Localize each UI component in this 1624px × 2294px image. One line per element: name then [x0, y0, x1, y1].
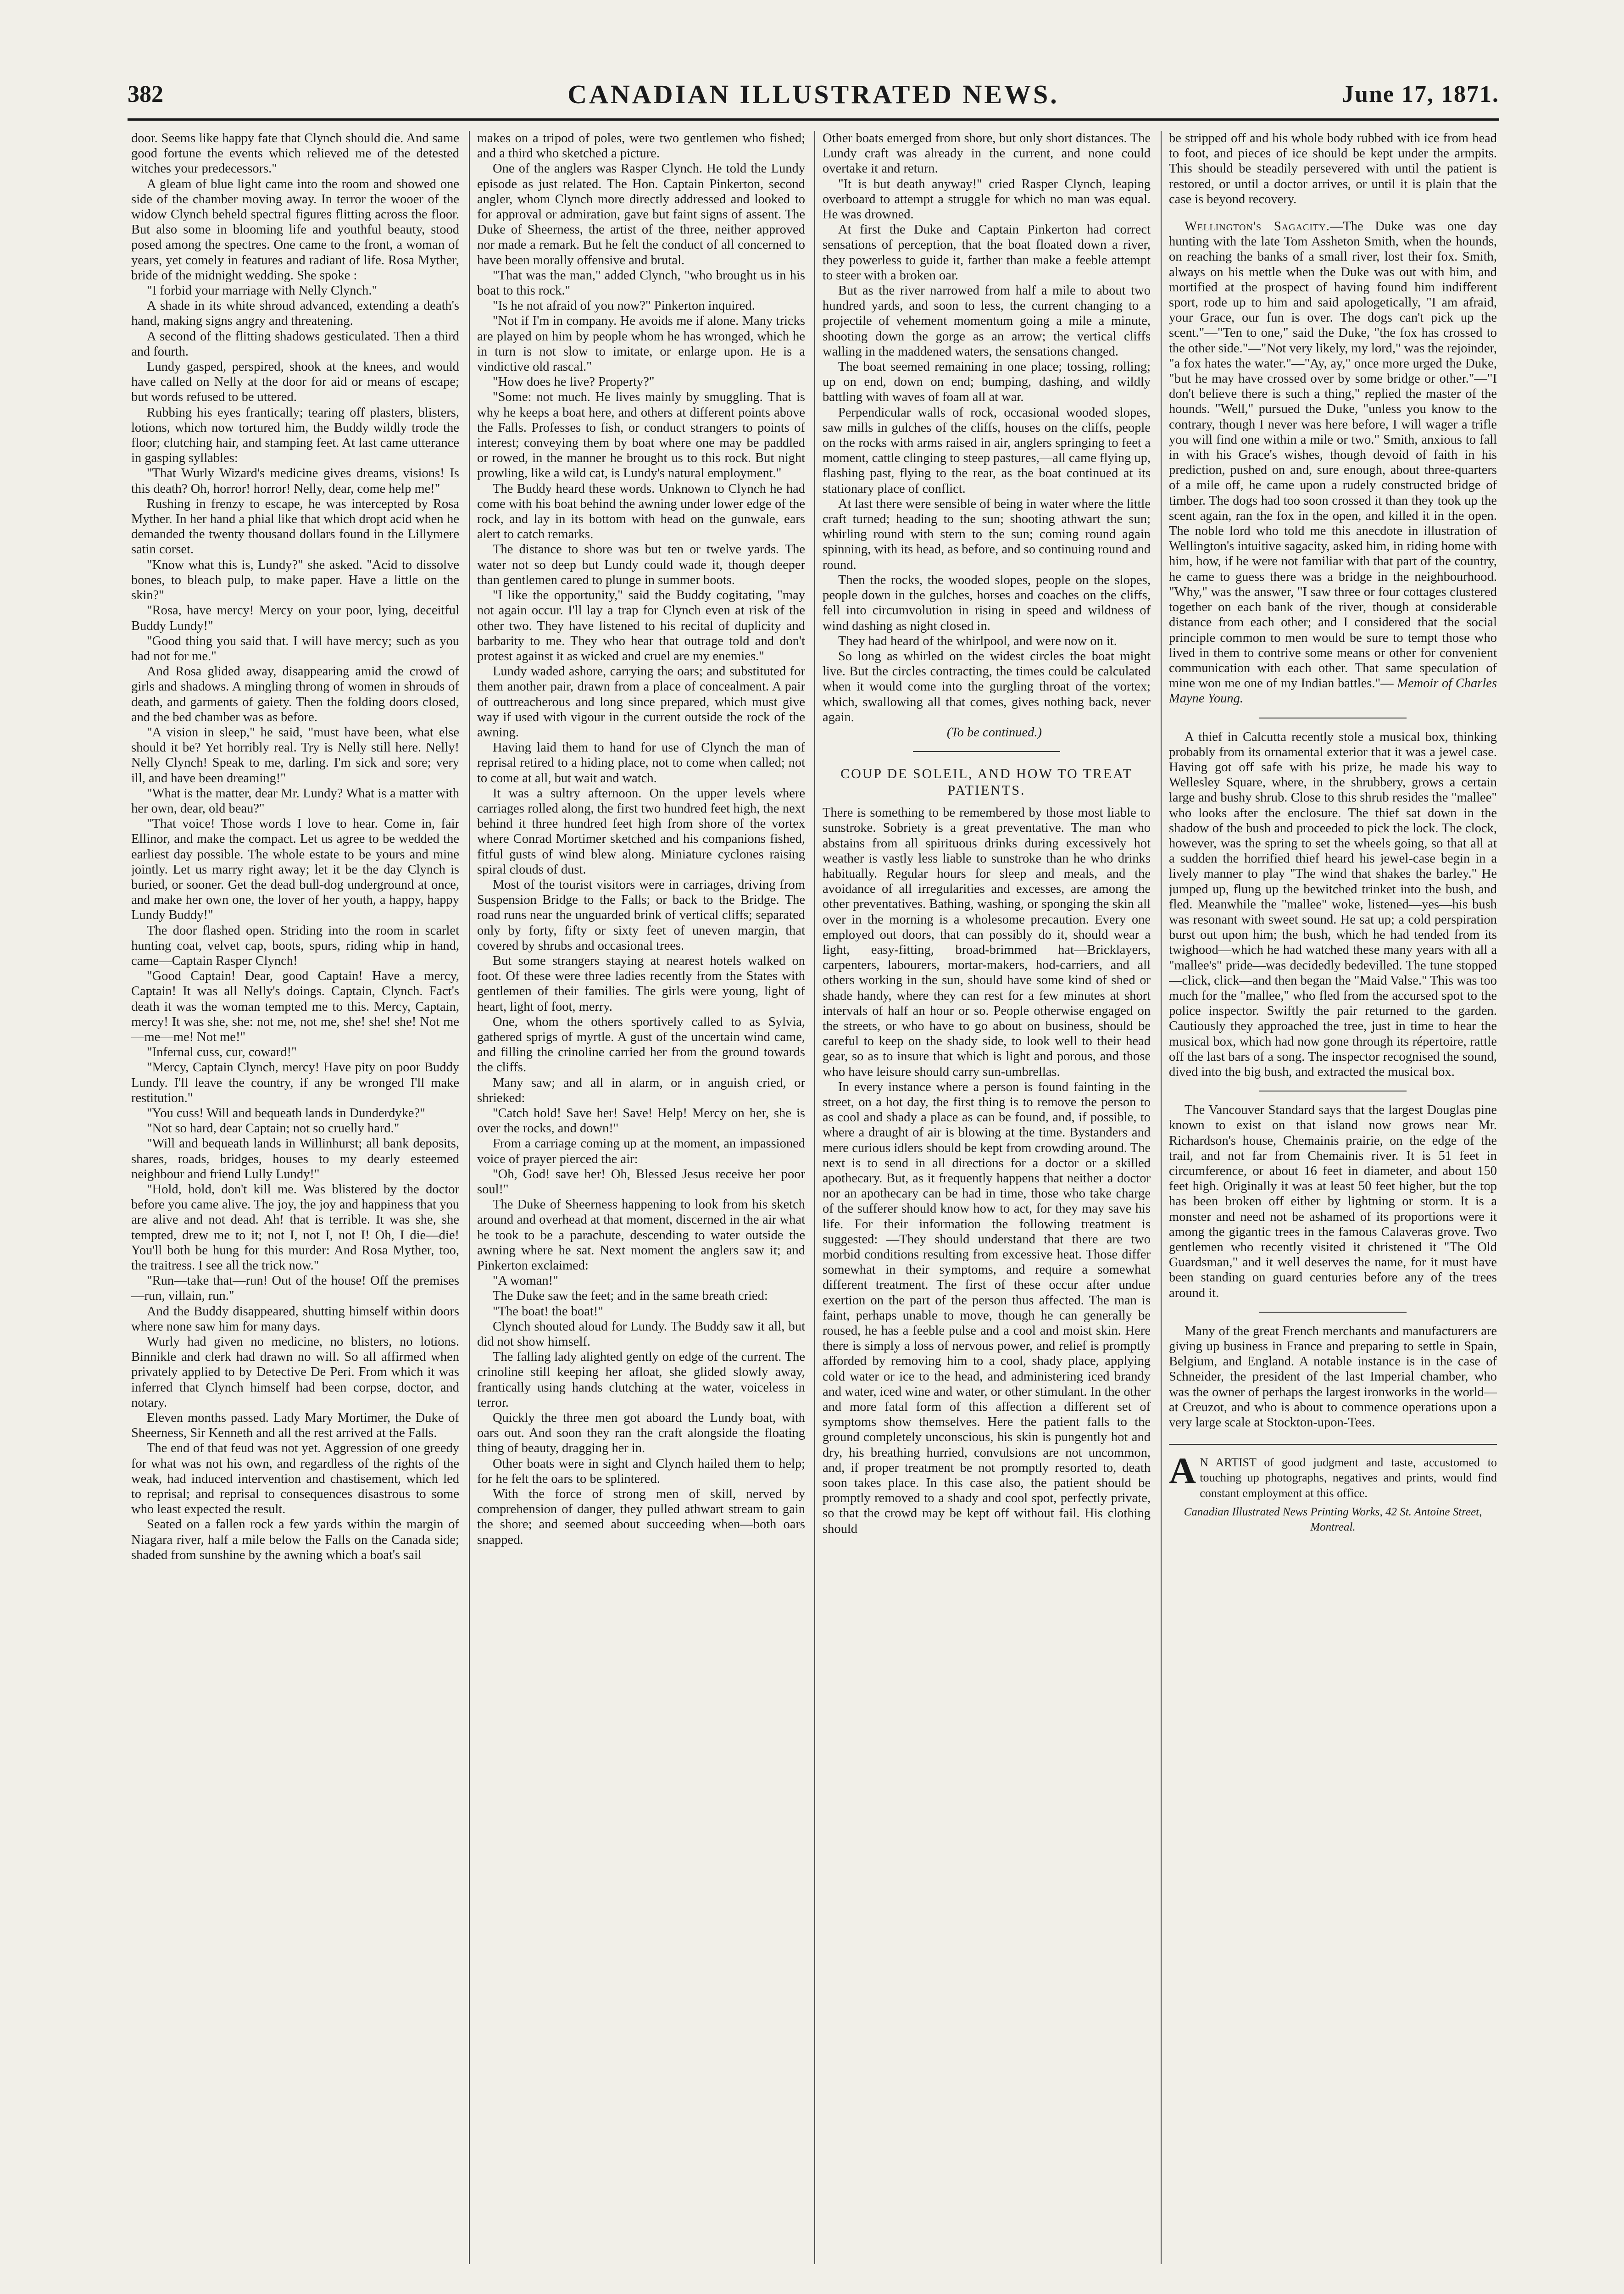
story-text — [823, 131, 1151, 725]
column-rule — [469, 131, 470, 2264]
column-4 — [1169, 131, 1497, 2269]
paragraph: "What is the matter, dear Mr. Lundy? What is a matter with her own, dear, old beau?" — [131, 786, 459, 816]
paragraph: Having laid them to hand for use of Clynch the man of reprisal retired to a hiding place, not to come when called; not to come at all, but wait and watch. — [477, 741, 805, 785]
paragraph: "Infernal cuss, cur, coward!" — [147, 1045, 297, 1060]
item-text: —The Duke was one day hunting with the late Tom Assheton Smith, when the hounds, on reaching the banks of a small river, lost their fox. Smith, always on his mettle when the Duke was out with him, and mortified at the prospect of having found him indifferent sport, rode up to him and said apologetically, "I am afraid, your Grace, our fun is over. The dogs can't pick up the scent."—"Ten to one," said the Duke, "the fox has crossed to the other side."—"Not very likely, my lord," was the rejoinder, "a fox hates the water."—"Ay, ay," once more urged the Duke, "but he may have crossed over by some bridge or other."—"I don't believe there is such a thing," replied the master of the hounds. "Well," pursued the Duke, "unless you know to the contrary, though I never was here before, I will wager a trifle you will find one within a mile or two." Smith, anxious to fall in with his Grace's wishes, though devoid of faith in his prediction, pushed on and, sure enough, about three-quarters of a mile off, he came upon a rudely constructed bridge of timber. The dogs had too soon crossed it than they took up the scent again, ran the fox in the open, and killed it in the open. The noble lord who told me this anecdote in illustration of Wellington's intuitive sagacity, asked him, in riding home with him, how, if he were not familiar with that part of the country, he came to guess there was a bridge in the neighbourhood. "Why," was the answer, "I saw three or four cottages clustered together on each bank of the river, though at considerable distance from each other; and I considered that the social principle common to men would be sure to tempt those who lived in them to contrive some means or other for convenient communication with each other. That same speculation of mine won me one of my Indian battles."— — [1169, 219, 1497, 691]
paragraph: The door flashed open. Striding into the room in scarlet hunting coat, velvet cap, boots, spurs, riding whip in hand, came—Captain Rasper Clynch! — [131, 923, 459, 968]
paragraph: Lundy gasped, perspired, shook at the knees, and would have called on Nelly at the door for aid or means of escape; but words refused to be uttered. — [131, 360, 459, 405]
paragraph: "That was the man," added Clynch, "who brought us in his boat to this rock." — [477, 268, 805, 298]
paragraph: A second of the flitting shadows gesticulated. Then a third and fourth. — [131, 329, 459, 359]
paragraph: Seated on a fallen rock a few yards within the margin of Niagara river, half a mile below the Falls on the Canada side; shaded from sunshine by the awning which a boat's sail — [131, 1517, 459, 1562]
paragraph: Then the rocks, the wooded slopes, people on the slopes, people down in the gulches, horses and coaches on the cliffs, fell into circumvolution in rising in speed and wildness of wind dashing as night closed in. — [823, 573, 1151, 633]
story-text — [131, 131, 459, 1563]
vancouver-item: The Vancouver Standard says that the largest Douglas pine known to exist on that island now grows near Mr. Richardson's house, Chemainis prairie, on the edge of the trail, and not far from Chemainis river. It is 51 feet in circumference, or about 16 feet in diameter, and about 150 feet high. Originally it was at least 50 feet higher, but the top has been broken off either by lightning or storm. It is a monster and need not be ashamed of its proportions were it among the gigantic trees in the famous Calaveras grove. Two gentlemen who recently visited it christened it "The Old Guardsman," and it well deserves the name, for it must have been standing on guard centuries before any of the trees around it. — [1169, 1103, 1497, 1300]
paragraph: The Duke saw the feet; and in the same breath cried: — [493, 1289, 768, 1303]
advertisement — [1169, 1444, 1497, 1535]
paragraph: "Not if I'm in company. He avoids me if alone. Many tricks are played on him by people whom he has wronged, which he in turn is not slow to imitate, or enlarge upon. He is a vindictive old rascal." — [477, 314, 805, 374]
paragraph: "Mercy, Captain Clynch, mercy! Have pity on poor Buddy Lundy. I'll leave the country, if any be wronged I'll make restitution." — [131, 1060, 459, 1105]
paragraph: The Buddy heard these words. Unknown to Clynch he had come with his boat behind the awning under lower edge of the rock, and lay in its bottom with head on the gunwale, ears alert to catch remarks. — [477, 481, 805, 542]
paragraph: "How does he live? Property?" — [493, 375, 655, 390]
paragraph: Lundy waded ashore, carrying the oars; and substituted for them another pair, drawn from a place of concealment. A pair of outtreacherous and long since prepared, which must give way if used with vigour in the current outside the rock of the awning. — [477, 664, 805, 740]
paragraph: Perpendicular walls of rock, occasional wooded slopes, saw mills in gulches of the cliffs, houses on the cliffs, people on the rocks with arms raised in air, anglers springing to feet a moment, cattle clinging to steep pastures,—all came flying up, flashing past, flying to the rear, as the boat continued at its stationary place of conflict. — [823, 405, 1151, 496]
divider — [913, 751, 1061, 752]
paragraph: Many saw; and all in alarm, or in anguish cried, or shrieked: — [477, 1075, 805, 1105]
paragraph: With the force of strong men of skill, nerved by comprehension of danger, they pulled athwart stream to gain the shore; and seemed about succeeding when—both oars snapped. — [477, 1487, 805, 1547]
paragraph: makes on a tripod of poles, were two gentlemen who fished; and a third who sketched a picture. — [477, 131, 805, 161]
paragraph: But as the river narrowed from half a mile to about two hundred yards, and soon to less, the current changing to a projectile of vehement momentum going a mile a minute, shooting down the gorge as an arrow; the vertical cliffs walling in the maddened waters, the sensations changed. — [823, 284, 1151, 359]
paragraph: A shade in its white shroud advanced, extending a death's hand, making signs angry and threatening. — [131, 299, 459, 329]
paragraph: At last there were sensible of being in water where the little craft turned; heading to the sun; shooting athwart the sun; whirling round with stern to the sun; coming round again spinning, with its head, as before, and so continuing round and round. — [823, 496, 1151, 572]
paragraph: Rushing in frenzy to escape, he was intercepted by Rosa Myther. In her hand a phial like that which dropt acid when he demanded the twenty thousand dollars found in the Lillymere satin corset. — [131, 496, 459, 557]
calcutta-item: A thief in Calcutta recently stole a musical box, thinking probably from its ornamental exterior that it was a jewel case. Having got off safe with his prize, he made his way to Wellesley Square, where, in the shrubbery, grows a certain large and bushy shrub. Close to this shrub resides the "mallee" who looks after the enclosure. The thief sat down in the shadow of the bush and proceeded to pick the lock. The clock, however, was the spring to set the wheels going, so that all at a sudden the horrified thief heard his jewel-case begin in a lively manner to play "The wind that shakes the barley." He jumped up, flung up the bewitched trinket into the bush, and fled. Meanwhile the "mallee" woke, listened—yes—his bush was resonant with sweet sound. He sat up; a cold perspiration burst out upon him; the bush, which he had tended from its twighood—which he had watched these many years with all a "mallee's" pride—was decidedly bedevilled. The tune stopped—click, click—and then began the "Maid Valse." This was too much for the "mallee," who fled from the accursed spot to the police inspector. Swiftly the pair returned to the garden. Cautiously they approached the tree, just in time to hear the musical box, which had now gone through its répertoire, rattle off the last bars of a song. The inspector recognised the sound, dived into the big bush, and extracted the musical box. — [1169, 729, 1497, 1079]
paragraph: Most of the tourist visitors were in carriages, driving from Suspension Bridge to the Falls; or back to the Bridge. The road runs near the unguarded brink of vertical cliffs; separated only by forty, fifty or sixty feet of uneven margin, that covered by shrubs and occasional trees. — [477, 877, 805, 953]
paragraph: "Hold, hold, don't kill me. Was blistered by the doctor before you came alive. The joy, the joy and happiness that you are alive and not dead. Ah! that is terrible. It was she, she tempted, drew me to it; not I, not I, not I! Oh, I die—die! You'll both be hung for this murder: And Rosa Myther, too, the traitress. I see all the trick now." — [131, 1182, 459, 1273]
wellington-item — [1169, 219, 1497, 707]
paragraph: "Catch hold! Save her! Save! Help! Mercy on her, she is over the rocks, and down!" — [477, 1106, 805, 1136]
ad-text: N ARTIST of good judgment and taste, accustomed to touching up photographs, negatives and prints, would find constant employment at this office. — [1200, 1456, 1497, 1500]
paragraph: From a carriage coming up at the moment, an impassioned voice of prayer pierced the air: — [477, 1136, 805, 1166]
paragraph: "Oh, God! save her! Oh, Blessed Jesus receive her poor soul!" — [477, 1167, 805, 1197]
paragraph: "Some: not much. He lives mainly by smuggling. That is why he keeps a boat here, and others at different points above the Falls. Professes to fish, or conduct strangers to points of interest; conveying them by boat where one may be paddled or rowed, in the manner he brought us to this rock. But night prowling, like a wild cat, is Lundy's natural employment." — [477, 390, 805, 481]
column-1 — [131, 131, 459, 2269]
french-merchants-item: Many of the great French merchants and manufacturers are giving up business in France and preparing to settle in Spain, Belgium, and England. A notable instance is in the case of Schneider, the president of the last Imperial chamber, who was the owner of perhaps the largest ironworks in the world—at Creuzot, and who is about to commence operations upon a very large scale at Stockton-upon-Tees. — [1169, 1324, 1497, 1430]
paragraph: And the Buddy disappeared, shutting himself within doors where none saw him for many days. — [131, 1304, 459, 1334]
column-rule — [1161, 131, 1162, 2264]
issue-date: June 17, 1871. — [1342, 81, 1499, 107]
paragraph: "Will and bequeath lands in Willinhurst; all bank deposits, shares, roads, bridges, houses to my dearly esteemed neighbour and friend Lully Lundy!" — [131, 1136, 459, 1181]
paragraph: Wurly had given no medicine, no blisters, no lotions. Binnikle and clerk had drawn no will. So all affirmed when privately applied to by Detective De Peri. From which it was inferred that Clynch himself had been corpse, doctor, and notary. — [131, 1335, 459, 1410]
paragraph: "A vision in sleep," he said, "must have been, what else should it be? Yet horribly real. Try is Nelly still here. Nelly! Nelly Clynch! Speak to me, darling. I'm sick and sore; very ill, and have been dreaming!" — [131, 725, 459, 785]
ad-address: Canadian Illustrated News Printing Works, 42 St. Antoine Street, Montreal. — [1184, 1505, 1482, 1534]
paragraph: It was a sultry afternoon. On the upper levels where carriages rolled along, the first two hundred feet high, the next behind it three hundred feet high from shore of the vortex where Conrad Mortimer sketched and his companions fished, fitful gusts of wind blew along. Miniature cyclones raising spiral clouds of dust. — [477, 786, 805, 877]
paragraph: The Duke of Sheerness happening to look from his sketch around and overhead at that moment, discerned in the air what he took to be a parachute, descending to water outside the awning where he sat. Next moment the anglers saw it; and Pinkerton exclaimed: — [477, 1197, 805, 1273]
paragraph: The end of that feud was not yet. Aggression of one greedy for what was not his own, and regardless of the rights of the weak, had induced intervention and chastisement, which led to reprisal; and reprisal to consequences disastrous to some who least expected the result. — [131, 1441, 459, 1517]
paragraph: The falling lady alighted gently on edge of the current. The crinoline still keeping her afloat, she glided slowly away, frantically using hands clutching at the water, voiceless in terror. — [477, 1350, 805, 1410]
paragraph: Rubbing his eyes frantically; tearing off plasters, blisters, lotions, which now tortured him, the Buddy wildly trode the floor; clutching hair, and stamping feet. At last came utterance in gasping syllables: — [131, 405, 459, 466]
paragraph: "Run—take that—run! Out of the house! Off the premises—run, villain, run." — [131, 1274, 459, 1303]
paragraph: They had heard of the whirlpool, and were now on it. — [838, 634, 1117, 648]
paragraph: be stripped off and his whole body rubbed with ice from head to foot, and pieces of ice should be kept under the armpits. This should be steadily persevered with until the patient is restored, or until a doctor arrives, or until it is plain that the case is beyond recovery. — [1169, 131, 1497, 206]
column-rule — [814, 131, 815, 2264]
paragraph: And Rosa glided away, disappearing amid the crowd of girls and shadows. A mingling throng of women in shrouds of death, and garments of gaiety. Then the folding doors closed, and the bed chamber was as before. — [131, 664, 459, 724]
paragraph: The distance to shore was but ten or twelve yards. The water not so deep but Lundy could wade it, though deeper than gentlemen cared to plunge in summer boots. — [477, 542, 805, 587]
paragraph: The boat seemed remaining in one place; tossing, rolling; up on end, down on end; bumping, dashing, and wildly battling with waves of foam all at war. — [823, 360, 1151, 405]
paragraph: "You cuss! Will and bequeath lands in Dunderdyke?" — [147, 1106, 425, 1120]
paragraph: "I like the opportunity," said the Buddy cogitating, "may not again occur. I'll lay a trap for Clynch even at risk of the other two. They have listened to his recital of duplicity and barbarity to me. They who hear that outrage told and don't protest against it as wicked and cruel are my enemies." — [477, 588, 805, 663]
paragraph: "I forbid your marriage with Nelly Clynch." — [147, 284, 378, 298]
column-3 — [823, 131, 1151, 2269]
paragraph: Clynch shouted aloud for Lundy. The Buddy saw it all, but did not show himself. — [477, 1319, 805, 1349]
paragraph: A gleam of blue light came into the room and showed one side of the chamber moving away. In terror the wooer of the widow Clynch beheld spectral figures flitting across the floor. But also some in blooming life and youthful beauty, stood posed among the spectres. One came to the front, a woman of years, yet comely in features and radiant of life. Rosa Myther, bride of the midnight wedding. She spoke : — [131, 177, 459, 283]
ad-initial: A — [1169, 1450, 1196, 1492]
continued-note: (To be continued.) — [946, 725, 1042, 740]
item-source: Memoir of Charles Mayne Young. — [1169, 676, 1497, 706]
paragraph: door. Seems like happy fate that Clynch should die. And same good fortune the events which relieved me of the detested witches your predecessors." — [131, 131, 459, 176]
paragraph: "A woman!" — [493, 1274, 558, 1288]
paragraph: "That voice! Those words I love to hear. Come in, fair Ellinor, and make the compact. Let us agree to be wedded the earliest day possible. The whole estate to be yours and mine jointly. Let us marry right away; let it be the day Clynch is buried, or sooner. Get the dead bull-dog underground at once, and make her own one, the lover of her youth, a happy, happy Lundy Buddy!" — [131, 817, 459, 923]
paragraph: "It is but death anyway!" cried Rasper Clynch, leaping overboard to attempt a struggle for which no man was equal. He was drowned. — [823, 177, 1151, 222]
paragraph: "Not so hard, dear Captain; not so cruelly hard." — [147, 1121, 400, 1136]
paragraph: "Is he not afraid of you now?" Pinkerton inquired. — [493, 299, 755, 313]
paragraph: "The boat! the boat!" — [493, 1304, 603, 1319]
paragraph: One of the anglers was Rasper Clynch. He told the Lundy episode as just related. The Hon. Captain Pinkerton, second angler, whom Clynch more directly addressed and looked to for approval or admiration, gave but faint signs of assent. The Duke of Sheerness, the artist of the three, neither approved nor made a remark. But he felt the conduct of all concerned to have been morally offensive and brutal. — [477, 161, 805, 267]
story-text — [477, 131, 805, 1548]
paragraph: "That Wurly Wizard's medicine gives dreams, visions! Is this death? Oh, horror! horror! Nelly, dear, come help me!" — [131, 466, 459, 496]
paragraph: There is something to be remembered by those most liable to sunstroke. Sobriety is a great preventative. The man who abstains from all spirituous drinks during excessively hot weather is vastly less liable to sunstroke than he who drinks habitually. Regular hours for sleep and meals, and the avoidance of all irregularities and excesses, are among the other preventatives. Bathing, washing, or sponging the skin all over in the morning is a wholesome precaution. Every one employed out doors, that can possibly do it, should wear a light, easy-fitting, broad-brimmed hat—Bricklayers, carpenters, labourers, mortar-makers, hod-carriers, and all others working in the sun, should have some kind of shed or shade handy, where they can rest for a few minutes at short intervals of half an hour or so. People otherwise engaged on the streets, or who have to go about on business, should be careful to keep on the shady side, to look well to their head gear, so as to insure that which is light and porous, and those who have leisure should carry sun-umbrellas. — [823, 806, 1151, 1079]
paragraph: At first the Duke and Captain Pinkerton had correct sensations of perception, that the boat floated down a river, they powerless to guide it, farther than make a feeble attempt to steer with a broken oar. — [823, 223, 1151, 283]
page-number: 382 — [128, 81, 163, 107]
article-text — [823, 805, 1151, 1537]
paragraph: One, whom the others sportively called to as Sylvia, gathered sprigs of myrtle. A gust of the uncertain wind came, and filling the crinoline carried her from the ground towards the cliffs. — [477, 1014, 805, 1075]
paragraph: Eleven months passed. Lady Mary Mortimer, the Duke of Sheerness, Sir Kenneth and all the rest arrived at the Falls. — [131, 1411, 459, 1441]
masthead: CANADIAN ILLUSTRATED NEWS. — [567, 79, 1059, 109]
column-2 — [477, 131, 805, 2269]
page-header — [128, 77, 1499, 121]
divider — [1259, 1312, 1407, 1313]
paragraph: "Rosa, have mercy! Mercy on your poor, lying, deceitful Buddy Lundy!" — [131, 603, 459, 633]
paragraph: But some strangers staying at nearest hotels walked on foot. Of these were three ladies recently from the States with gentlemen of their families. The girls were young, light of heart, light of foot, merry. — [477, 953, 805, 1014]
paragraph: Other boats emerged from shore, but only short distances. The Lundy craft was already in the current, and none could overtake it and return. — [823, 131, 1151, 176]
item-lead: Wellington's Sagacity. — [1185, 219, 1330, 234]
article-text — [1169, 131, 1497, 207]
paragraph: Quickly the three men got aboard the Lundy boat, with oars out. And soon they ran the craft alongside the floating thing of beauty, dragging her in. — [477, 1411, 805, 1456]
article-title: COUP DE SOLEIL, AND HOW TO TREAT PATIENTS. — [840, 766, 1133, 798]
paragraph: In every instance where a person is found fainting in the street, on a hot day, the first thing is to remove the person to as cool and shady a place as can be found, and, if possible, to where a draught of air is blowing at the time. Bystanders and mere curious idlers should be kept from crowding around. The next is to send in all directions for a doctor or a skilled apothecary. But, as it frequently happens that neither a doctor nor an apothecary can be had in time, those who take charge of the sufferer should know how to act, for they may save his life. For their information the following treatment is suggested: —They should understand that there are two morbid conditions resulting from excessive heat. Those differ somewhat in their symptoms, and require a somewhat different treatment. The first of these occur after undue exertion on the part of the person thus affected. The man is faint, perhaps unable to move, though he can generally be roused, he has a feeble pulse and a cool and moist skin. Here there is simply a loss of nervous power, and relief is promptly afforded by removing him to a cool, shady place, applying cold water or ice to the head, and administering iced brandy and water, iced wine and water, or other stimulant. In the other and more fatal form of this affection a different set of symptoms show themselves. Here the patient falls to the ground completely unconscious, his skin is pungently hot and dry, his breathing hurried, convulsions are not uncommon, and, if proper treatment be not promptly resorted to, death soon takes place. In this case also, the patient should be promptly removed to a shady and cool spot, perfectly private, so that the crowd may be kept off without fail. His clothing should — [823, 1080, 1151, 1536]
paragraph: Other boats were in sight and Clynch hailed them to help; for he felt the oars to be splintered. — [477, 1456, 805, 1486]
paragraph: So long as whirled on the widest circles the boat might live. But the circles contracting, the times could be calculated when it would come into the gurgling throat of the vortex; which, swallowing all that comes, gives nothing back, never again. — [823, 649, 1151, 724]
paragraph: "Good thing you said that. I will have mercy; such as you had not for me." — [131, 634, 459, 663]
paragraph: "Know what this is, Lundy?" she asked. "Acid to dissolve bones, to bleach pulp, to make paper. Have a little on the skin?" — [131, 557, 459, 603]
paragraph: "Good Captain! Dear, good Captain! Have a mercy, Captain! It was all Nelly's doings. Captain, Clynch. Fact's death it was the woman tempted me to this. Mercy, Captain, mercy! It was she, she: not me, not me, she! she! she! Not me—me—me! Not me!" — [131, 969, 459, 1044]
